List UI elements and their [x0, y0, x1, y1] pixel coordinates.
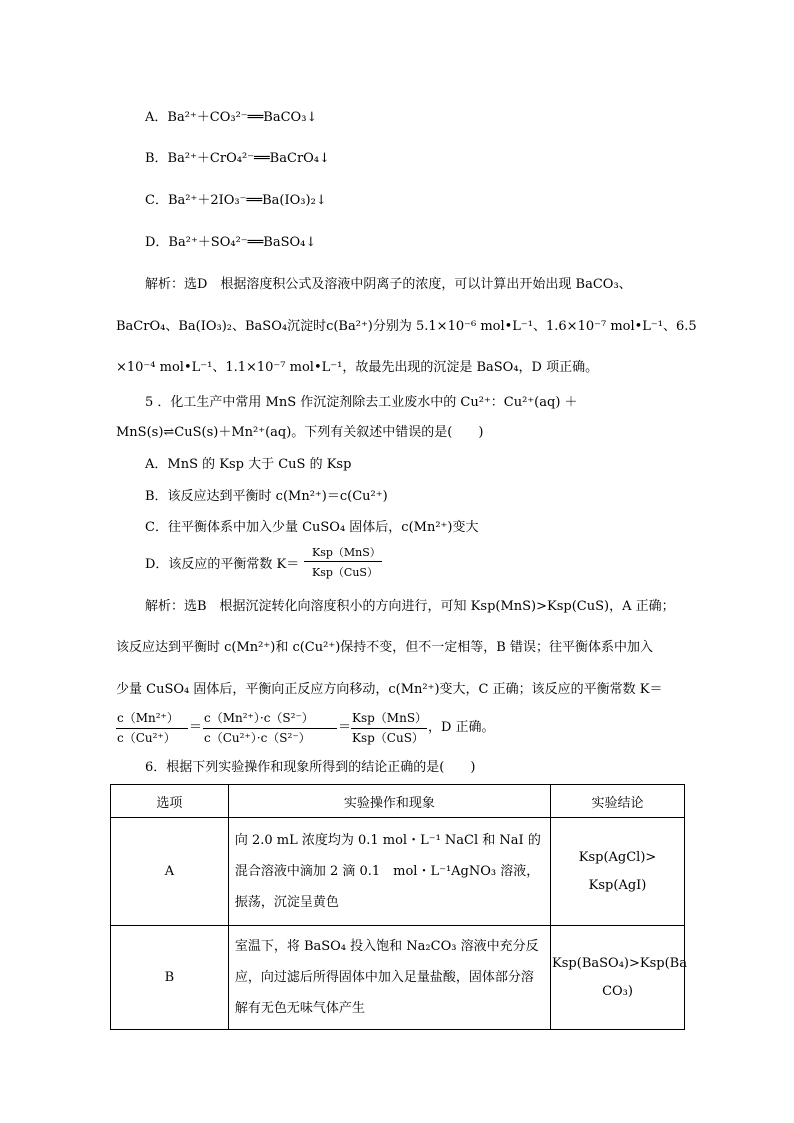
- table-row: [111, 926, 685, 1030]
- option-q4-c: C．Ba²⁺＋2IO₃⁻══Ba(IO₃)₂↓: [145, 193, 327, 208]
- fraction-bar: [351, 728, 427, 729]
- analysis-q5-frac2-num: c（Mn²⁺）·c（S²⁻）: [204, 711, 314, 725]
- analysis-q5-frac3-den: Ksp（CuS）: [352, 731, 424, 745]
- column-header-operation: 实验操作和现象: [228, 785, 550, 818]
- row-option: A: [111, 818, 229, 926]
- equals-sign: ＝: [189, 720, 203, 735]
- table-row: [111, 818, 685, 926]
- row-conclusion: [551, 818, 685, 926]
- analysis-q5-line2: 该反应达到平衡时 c(Mn²⁺)和 c(Cu²⁺)保持不变，但不一定相等，B 错误；往平衡体系中加入: [116, 640, 653, 655]
- fraction-bar: [304, 561, 382, 562]
- q5-stem-line1: 5 ．化工生产中常用 MnS 作沉淀剂除去工业废水中的 Cu²⁺：Cu²⁺(aq) ＋: [145, 395, 578, 410]
- option-q4-a: A．Ba²⁺＋CO₃²⁻══BaCO₃↓: [145, 110, 318, 125]
- q5-stem-line2: MnS(s)⇌CuS(s)＋Mn²⁺(aq)。下列有关叙述中错误的是( ): [116, 425, 484, 440]
- q6-stem: 6．根据下列实验操作和现象所得到的结论正确的是( ): [145, 760, 476, 775]
- fraction-bar: [203, 728, 337, 729]
- table-header-row: [111, 785, 685, 818]
- row-conclusion-line1: Ksp(BaSO₄)>Ksp(Ba: [552, 955, 687, 971]
- row-conclusion-line2: Ksp(AgI): [588, 877, 647, 893]
- row-option: B: [111, 926, 229, 1030]
- analysis-q5-frac3-num: Ksp（MnS）: [352, 711, 428, 725]
- row-conclusion-line2: CO₃): [602, 983, 633, 999]
- q5-option-b: B．该反应达到平衡时 c(Mn²⁺)＝c(Cu²⁺): [145, 489, 388, 504]
- equals-sign: ＝: [338, 720, 352, 735]
- q5-option-a: A．MnS 的 Ksp 大于 CuS 的 Ksp: [145, 457, 352, 472]
- option-q4-d: D．Ba²⁺＋SO₄²⁻══BaSO₄↓: [145, 235, 317, 250]
- column-header-option: 选项: [111, 785, 229, 818]
- row-conclusion-line1: Ksp(AgCl)>: [578, 849, 657, 865]
- analysis-q4-line1: 解析：选D 根据溶度积公式及溶液中阴离子的浓度，可以计算出开始出现 BaCO₃、: [145, 277, 632, 292]
- experiment-table: [110, 784, 685, 1030]
- analysis-q5-line3: 少量 CuSO₄ 固体后，平衡向正反应方向移动，c(Mn²⁺)变大，C 正确；该反应的平衡常数 K＝: [116, 682, 663, 697]
- q5-option-c: C．往平衡体系中加入少量 CuSO₄ 固体后，c(Mn²⁺)变大: [145, 520, 479, 535]
- analysis-q5-line1: 解析：选B 根据沉淀转化向溶度积小的方向进行，可知 Ksp(MnS)>Ksp(CuS)，A 正确；: [145, 599, 675, 614]
- analysis-q4-line2: BaCrO₄、Ba(IO₃)₂、BaSO₄沉淀时c(Ba²⁺)分别为 5.1×10⁻⁶ mol•L⁻¹、1.6×10⁻⁷ mol•L⁻¹、6.5: [116, 319, 697, 334]
- analysis-q5-frac2-den: c（Cu²⁺）·c（S²⁻）: [204, 731, 311, 745]
- row-operation: 向 2.0 mL 浓度均为 0.1 mol・L⁻¹ NaCl 和 NaI 的混合溶液中滴加 2 滴 0.1 mol・L⁻¹AgNO₃ 溶液，振荡，沉淀呈黄色: [228, 818, 550, 926]
- row-conclusion: [551, 926, 685, 1030]
- q5-option-d: D．该反应的平衡常数 K＝: [145, 557, 300, 572]
- analysis-q5-frac1-num: c（Mn²⁺）: [117, 711, 179, 725]
- analysis-q5-tail: ，D 正确。: [428, 720, 495, 735]
- analysis-q5-frac1-den: c（Cu²⁺）: [117, 731, 176, 745]
- q5-option-d-numerator: Ksp（MnS）: [312, 546, 381, 559]
- q5-option-d-denominator: Ksp（CuS）: [312, 566, 378, 579]
- row-operation: 室温下，将 BaSO₄ 投入饱和 Na₂CO₃ 溶液中充分反应，向过滤后所得固体中加入足量盐酸，固体部分溶解有无色无味气体产生: [228, 926, 550, 1030]
- analysis-q4-line3: ×10⁻⁴ mol•L⁻¹、1.1×10⁻⁷ mol•L⁻¹，故最先出现的沉淀是 BaSO₄，D 项正确。: [116, 360, 599, 375]
- option-q4-b: B．Ba²⁺＋CrO₄²⁻══BaCrO₄↓: [145, 151, 330, 166]
- fraction-bar: [116, 728, 188, 729]
- column-header-conclusion: 实验结论: [551, 785, 685, 818]
